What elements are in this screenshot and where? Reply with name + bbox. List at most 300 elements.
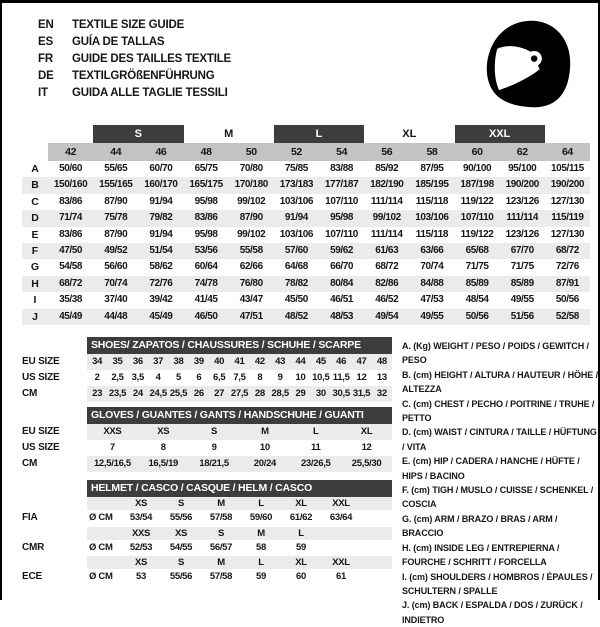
- gloves-table-title: GLOVES / GUANTES / GANTS / HANDSCHUHE / GUANTI: [87, 407, 392, 424]
- measure-letter: B: [31, 179, 39, 192]
- standard-label: FIA: [22, 512, 38, 523]
- size-value-cell: 26: [193, 388, 204, 399]
- measure-value-cell: 84/88: [420, 277, 444, 289]
- standard-label: CMR: [22, 541, 45, 553]
- helmet-size-cell: XXS: [131, 527, 151, 539]
- measure-letter: G: [30, 261, 40, 274]
- measure-letter: A: [31, 163, 39, 175]
- language-code: ES: [38, 35, 53, 48]
- measure-value-cell: 80/84: [330, 277, 354, 289]
- size-header-cell: 56: [364, 143, 409, 161]
- measure-value-cell: 85/92: [375, 163, 399, 174]
- helmet-value-cell: 61/62: [289, 512, 313, 523]
- helmet-size-cell: S: [177, 557, 185, 568]
- helmet-size-cell: L: [258, 498, 264, 509]
- size-value-cell: 24: [132, 388, 143, 399]
- size-value-cell: 12: [361, 442, 372, 453]
- measure-value-cell: 57/60: [284, 244, 308, 256]
- size-value-cell: L: [312, 426, 319, 437]
- size-header-cell: 54: [319, 143, 364, 161]
- helmet-size-cell: S: [217, 527, 225, 539]
- size-value-cell: 29: [295, 388, 306, 399]
- helmet-table-rows: [22, 497, 392, 586]
- size-value-cell: XXS: [103, 426, 122, 437]
- measure-value-cell: 123/126: [505, 228, 539, 240]
- measure-value-cell: 50/60: [59, 163, 83, 174]
- measure-value-cell: 75/85: [284, 163, 308, 174]
- measure-letter: H: [31, 277, 39, 290]
- measure-value-cell: 83/86: [194, 212, 218, 224]
- shoes-table-rows: [22, 354, 392, 402]
- size-value-cell: 38: [173, 356, 184, 367]
- legend-item: I. (cm) SHOULDERS / HOMBROS / ÉPAULES / SCHULTERN / SPALLE: [402, 571, 593, 596]
- size-value-cell: 2: [94, 372, 100, 383]
- helmet-size-cell: M: [257, 527, 265, 539]
- size-row: [22, 386, 392, 402]
- measure-value-cell: 45/50: [284, 294, 308, 306]
- diameter-unit-label: Ø CM: [89, 541, 113, 553]
- shoes-table-title: SHOES/ ZAPATOS / CHAUSSURES / SCHUHE / SCARPE: [87, 337, 392, 354]
- helmet-size-cell: XL: [295, 557, 307, 568]
- measure-value-cell: 37/40: [104, 294, 128, 306]
- measure-value-cell: 78/82: [284, 277, 308, 289]
- measure-value-cell: 54/58: [59, 261, 83, 273]
- size-value-cell: 39: [193, 356, 204, 367]
- size-value-cell: 25,5/30: [351, 458, 382, 469]
- language-row: [38, 16, 231, 33]
- legend-item: C. (cm) CHEST / PECHO / POITRINE / TRUHE / PETTO: [402, 398, 595, 424]
- size-value-cell: 30,5: [332, 388, 350, 399]
- size-header-cell: 50: [229, 143, 274, 161]
- size-value-cell: 23,5: [108, 388, 127, 399]
- measure-value-cell: 111/114: [370, 195, 403, 207]
- spacer: [22, 143, 48, 161]
- size-value-cell: 34: [92, 356, 103, 367]
- helmet-sizes-row: [22, 527, 392, 540]
- measure-value-cell: 170/180: [234, 179, 268, 191]
- measure-value-cell: 65/68: [465, 244, 489, 256]
- size-row: [22, 424, 392, 440]
- size-value-cell: 45: [315, 356, 326, 367]
- helmet-sizes-row: [22, 497, 392, 510]
- helmet-value-cell: 52/53: [129, 541, 153, 553]
- measure-value-cell: 115/119: [551, 212, 584, 224]
- measure-letter: D: [31, 212, 39, 225]
- measure-value-cell: 49/54: [375, 310, 399, 322]
- measure-value-cell: 95/98: [194, 228, 218, 240]
- size-value-cell: 31,5: [352, 388, 371, 399]
- row-cells: [87, 497, 392, 510]
- measurement-row: [22, 259, 590, 275]
- size-value-cell: 2,5: [111, 372, 124, 383]
- measure-value-cell: 79/82: [149, 212, 173, 224]
- guide-title: TEXTILE SIZE GUIDE: [72, 18, 185, 31]
- measure-value-cell: 48/53: [330, 310, 354, 322]
- measure-value-cell: 46/51: [330, 294, 354, 306]
- size-header-cell: 46: [138, 143, 183, 161]
- measure-value-cell: 119/122: [460, 195, 494, 207]
- measure-value-cell: 190/200: [550, 179, 585, 191]
- measure-value-cell: 105/115: [551, 163, 584, 174]
- measure-value-cell: 107/110: [325, 195, 358, 207]
- size-row: [22, 440, 392, 456]
- helmet-value-cell: 59: [256, 571, 266, 582]
- size-value-cell: 25,5: [169, 388, 188, 399]
- row-cells: [87, 556, 392, 569]
- measure-value-cell: 111/114: [506, 212, 539, 224]
- size-value-cell: 28,5: [271, 388, 289, 399]
- measure-value-cell: 60/64: [194, 261, 218, 273]
- measure-letter: C: [31, 195, 39, 208]
- measure-value-cell: 173/183: [279, 179, 314, 191]
- language-row: [38, 33, 231, 50]
- measure-value-cell: 53/56: [194, 244, 218, 256]
- legend-item: J. (cm) BACK / ESPALDA / DOS / ZURÜCK / INDIETRO: [402, 600, 583, 625]
- measure-value-cell: 51/56: [510, 310, 534, 322]
- measure-value-cell: 127/130: [550, 195, 585, 207]
- measure-value-cell: 119/122: [460, 228, 494, 240]
- helmet-value-cell: 59/60: [249, 512, 273, 523]
- measure-value-cell: 95/98: [194, 195, 218, 207]
- measure-letter: F: [31, 244, 39, 257]
- size-header-cell: 52: [274, 143, 319, 161]
- measure-value-cell: 55/65: [104, 163, 128, 174]
- measure-value-cell: 50/56: [465, 310, 489, 322]
- helmet-size-cell: XXL: [332, 557, 350, 568]
- measure-value-cell: 103/106: [279, 228, 314, 240]
- measure-value-cell: 65/75: [194, 163, 218, 174]
- measure-value-cell: 64/68: [284, 261, 308, 273]
- size-value-cell: 10: [295, 372, 306, 383]
- measure-value-cell: 68/72: [555, 244, 579, 256]
- size-value-cell: 47: [356, 356, 367, 367]
- helmet-size-table: [22, 480, 392, 586]
- size-header-cell: 60: [455, 143, 500, 161]
- helmet-value-cell: 63/64: [329, 512, 353, 523]
- size-value-cell: 7: [109, 442, 115, 453]
- measurement-row: [22, 309, 590, 325]
- size-header-cell: 58: [409, 143, 454, 161]
- size-group-band: XL: [402, 128, 417, 140]
- size-value-cell: 20/24: [253, 458, 277, 469]
- size-value-cell: 11,5: [332, 372, 350, 383]
- legend-item: B. (cm) HEIGHT / ALTURA / HAUTEUR / HÖHE / ALTEZZA: [402, 369, 598, 395]
- helmet-value-cell: 61: [336, 571, 346, 582]
- guide-title: GUIDE DES TAILLES TEXTILE: [72, 52, 231, 65]
- measurement-row: [22, 161, 590, 177]
- measure-value-cell: 150/160: [53, 179, 88, 191]
- measure-value-cell: 43/47: [239, 294, 263, 306]
- row-label: EU SIZE: [22, 356, 60, 367]
- language-code: DE: [38, 69, 54, 82]
- size-group-band: L: [274, 125, 364, 143]
- helmet-values-row: [22, 569, 392, 586]
- measure-value-cell: 182/190: [370, 179, 404, 191]
- helmet-size-cell: XS: [134, 498, 148, 509]
- measure-value-cell: 70/74: [420, 261, 444, 273]
- size-value-cell: 9: [211, 442, 217, 453]
- measure-value-cell: 46/52: [375, 294, 399, 306]
- measure-value-cell: 185/195: [415, 179, 449, 191]
- legend-item: H. (cm) INSIDE LEG / ENTREPIERNA / FOURCHE / SCHRITT / FORCELLA: [402, 542, 560, 568]
- measure-value-cell: 74/78: [194, 277, 218, 289]
- measurement-legend: [402, 339, 600, 627]
- main-size-table: [22, 123, 590, 325]
- helmet-size-cell: M: [217, 557, 225, 568]
- measure-value-cell: 76/80: [239, 277, 263, 289]
- row-cells: [87, 440, 392, 456]
- legend-item: G. (cm) ARM / BRAZO / BRAS / ARM / BRACCIO: [402, 513, 558, 539]
- measure-value-cell: 91/94: [284, 212, 308, 224]
- measure-value-cell: 127/130: [550, 228, 585, 240]
- helmet-size-cell: XXL: [332, 498, 350, 509]
- measure-value-cell: 177/187: [324, 179, 359, 191]
- language-row: [38, 50, 231, 67]
- size-row: [22, 354, 392, 370]
- diameter-unit-label: Ø CM: [89, 571, 113, 582]
- helmet-size-cell: M: [217, 498, 225, 509]
- size-value-cell: 48: [376, 356, 387, 367]
- helmet-values-row: [22, 540, 392, 557]
- measure-value-cell: 160/170: [144, 179, 178, 191]
- language-code: IT: [38, 86, 48, 99]
- measure-letter: I: [33, 294, 37, 307]
- measure-value-cell: 55/58: [239, 244, 263, 256]
- size-value-cell: 3,5: [131, 372, 144, 383]
- gloves-table-rows: [22, 424, 392, 472]
- measure-value-cell: 48/54: [465, 294, 489, 306]
- measure-value-cell: 41/45: [194, 294, 218, 306]
- measure-value-cell: 46/50: [194, 310, 218, 322]
- size-value-cell: 16,5/19: [148, 458, 179, 469]
- measure-value-cell: 49/55: [420, 310, 444, 322]
- measure-value-cell: 85/89: [465, 277, 489, 289]
- measure-value-cell: 187/198: [460, 179, 494, 191]
- row-label: US SIZE: [22, 442, 60, 453]
- size-header-cell: 48: [184, 143, 229, 161]
- helmet-value-cell: 55/56: [169, 512, 193, 523]
- helmet-size-cell: S: [177, 498, 185, 509]
- size-value-cell: 12: [356, 372, 367, 383]
- measure-value-cell: 35/38: [59, 294, 83, 306]
- size-value-cell: 23: [92, 388, 103, 399]
- helmet-size-cell: XL: [295, 498, 307, 509]
- measure-value-cell: 71/75: [510, 261, 534, 273]
- helmet-value-cell: 57/58: [209, 571, 233, 582]
- row-cells: [87, 386, 392, 402]
- measure-value-cell: 66/70: [330, 261, 354, 273]
- measure-value-cell: 83/86: [59, 228, 83, 240]
- helmet-table-title: HELMET / CASCO / CASQUE / HELM / CASCO: [87, 480, 392, 497]
- measure-value-cell: 95/100: [508, 163, 537, 174]
- measure-value-cell: 107/110: [460, 212, 494, 224]
- standard-label: ECE: [22, 571, 42, 582]
- measure-value-cell: 87/90: [104, 228, 128, 240]
- row-cells: [87, 569, 392, 586]
- row-cells: [87, 510, 392, 527]
- size-value-cell: 41: [234, 356, 245, 367]
- size-group-band: XXL: [455, 125, 545, 143]
- measure-value-cell: 71/75: [465, 261, 489, 273]
- measure-letter: E: [31, 228, 39, 241]
- size-value-cell: 10: [259, 442, 270, 453]
- row-cells: [87, 354, 392, 370]
- size-value-cell: 12,5/16,5: [93, 458, 131, 469]
- measure-value-cell: 87/91: [555, 277, 579, 289]
- measure-value-cell: 51/54: [149, 244, 173, 256]
- measure-value-cell: 39/42: [149, 294, 173, 306]
- measure-letter: J: [32, 310, 38, 323]
- measure-value-cell: 190/200: [505, 179, 539, 191]
- size-value-cell: 6,5: [213, 372, 226, 383]
- measure-value-cell: 68/72: [375, 261, 399, 273]
- measure-value-cell: 123/126: [505, 195, 539, 207]
- helmet-size-cell: XS: [134, 557, 148, 568]
- measure-value-cell: 44/48: [104, 310, 128, 322]
- size-value-cell: 4: [155, 372, 161, 383]
- measure-value-cell: 47/50: [59, 244, 83, 256]
- measure-value-cell: 75/78: [104, 212, 128, 224]
- size-value-cell: 36: [132, 356, 143, 367]
- gloves-size-table: [22, 407, 392, 472]
- helmet-value-cell: 60: [296, 571, 306, 582]
- measure-value-cell: 87/90: [104, 195, 128, 207]
- helmet-size-cell: XS: [174, 527, 188, 539]
- row-cells: [87, 370, 392, 386]
- measure-value-cell: 91/94: [149, 228, 173, 240]
- size-value-cell: M: [261, 426, 269, 437]
- size-row: [22, 456, 392, 472]
- measure-value-cell: 61/63: [375, 244, 399, 256]
- measure-value-cell: 99/102: [237, 195, 266, 207]
- row-cells: [87, 540, 392, 557]
- measure-value-cell: 67/70: [510, 244, 534, 256]
- size-value-cell: 10,5: [312, 372, 330, 383]
- measure-value-cell: 83/88: [330, 163, 354, 174]
- measure-value-cell: 68/72: [59, 277, 83, 289]
- measure-value-cell: 47/53: [420, 294, 444, 306]
- helmet-value-cell: 56/57: [209, 541, 233, 553]
- helmet-value-cell: 59: [296, 541, 306, 553]
- row-label: CM: [22, 388, 38, 399]
- language-row: [38, 84, 231, 101]
- measure-value-cell: 99/102: [372, 212, 401, 224]
- size-value-cell: 30: [315, 388, 326, 399]
- size-header-cell: 62: [500, 143, 545, 161]
- row-cells: [87, 424, 392, 440]
- helmet-size-cell: L: [298, 527, 304, 539]
- measure-value-cell: 165/175: [189, 179, 223, 191]
- size-value-cell: XS: [157, 426, 170, 437]
- measurement-row: [22, 276, 590, 292]
- size-value-cell: 9: [277, 372, 283, 383]
- language-code: EN: [38, 18, 54, 31]
- measure-value-cell: 90/100: [462, 163, 492, 174]
- size-value-cell: 27: [214, 388, 225, 399]
- measure-value-cell: 115/118: [415, 228, 449, 240]
- sizes-header-row: [22, 143, 590, 161]
- measure-value-cell: 99/102: [237, 228, 266, 240]
- size-value-cell: 35: [112, 356, 123, 367]
- measure-value-cell: 72/76: [149, 277, 173, 289]
- measure-value-cell: 59/62: [330, 244, 354, 256]
- measure-value-cell: 49/55: [510, 294, 534, 306]
- row-label: [22, 556, 87, 569]
- measure-value-cell: 50/56: [555, 294, 579, 306]
- measure-value-cell: 95/98: [330, 212, 354, 224]
- measure-value-cell: 103/106: [279, 195, 314, 207]
- measure-value-cell: 87/90: [239, 212, 263, 224]
- diameter-unit-label: Ø CM: [89, 512, 113, 523]
- size-group-band: M: [224, 128, 234, 140]
- measure-value-cell: 91/94: [149, 195, 173, 207]
- legend-item: D. (cm) WAIST / CINTURA / TAILLE / HÜFTUNG / VITA: [402, 427, 597, 452]
- row-label: EU SIZE: [22, 426, 60, 437]
- guide-title: GUÍA DE TALLAS: [72, 35, 165, 48]
- measure-value-cell: 49/52: [104, 244, 128, 256]
- measure-value-cell: 70/74: [104, 277, 128, 289]
- size-value-cell: 42: [254, 356, 265, 367]
- measure-value-cell: 111/114: [370, 228, 403, 240]
- guide-title: GUIDA ALLE TAGLIE TESSILI: [72, 86, 228, 99]
- measurement-row: [22, 243, 590, 259]
- measurement-row: [22, 292, 590, 308]
- size-header-cell: 44: [93, 143, 138, 161]
- measure-value-cell: 45/49: [149, 310, 173, 322]
- size-value-cell: 40: [214, 356, 225, 367]
- measure-value-cell: 56/60: [104, 261, 128, 273]
- size-value-cell: 5: [176, 372, 181, 383]
- helmet-values-row: [22, 510, 392, 527]
- measure-value-cell: 48/52: [284, 310, 308, 322]
- measure-value-cell: 72/76: [555, 261, 579, 273]
- language-list: [38, 16, 231, 101]
- measure-value-cell: 87/95: [420, 163, 444, 174]
- row-label: US SIZE: [22, 372, 60, 383]
- size-value-cell: 6: [196, 372, 202, 383]
- size-value-cell: 8: [257, 372, 263, 383]
- helmet-value-cell: 58: [256, 541, 266, 553]
- helmet-sizes-row: [22, 556, 392, 569]
- helmet-value-cell: 57/58: [209, 512, 233, 523]
- size-value-cell: 44: [295, 356, 306, 367]
- size-value-cell: 23/26,5: [300, 458, 331, 469]
- measure-value-cell: 45/49: [59, 310, 83, 322]
- measure-value-cell: 63/66: [420, 244, 444, 256]
- size-value-cell: 24,5: [149, 388, 167, 399]
- helmet-size-cell: L: [258, 557, 264, 568]
- measure-value-cell: 60/70: [149, 163, 173, 174]
- measure-value-cell: 83/86: [59, 195, 83, 207]
- row-label: CM: [22, 458, 38, 469]
- helmet-value-cell: 55/56: [169, 571, 193, 582]
- size-value-cell: XL: [360, 426, 373, 437]
- shoes-size-table: [22, 337, 392, 402]
- measurement-row: [22, 227, 590, 243]
- size-value-cell: 27,5: [230, 388, 249, 399]
- measure-value-cell: 103/106: [415, 212, 449, 224]
- language-code: FR: [38, 52, 53, 65]
- legend-item: F. (cm) TIGH / MUSLO / CUISSE / SCHENKEL / COSCIA: [402, 485, 594, 510]
- size-value-cell: 37: [153, 356, 164, 367]
- row-cells: [87, 456, 392, 472]
- measure-value-cell: 70/80: [239, 163, 263, 174]
- measure-value-cell: 107/110: [325, 228, 358, 240]
- measure-value-cell: 47/51: [239, 310, 263, 322]
- measure-value-cell: 52/58: [555, 310, 579, 322]
- size-value-cell: 32: [376, 388, 387, 399]
- measure-value-cell: 58/62: [149, 261, 173, 273]
